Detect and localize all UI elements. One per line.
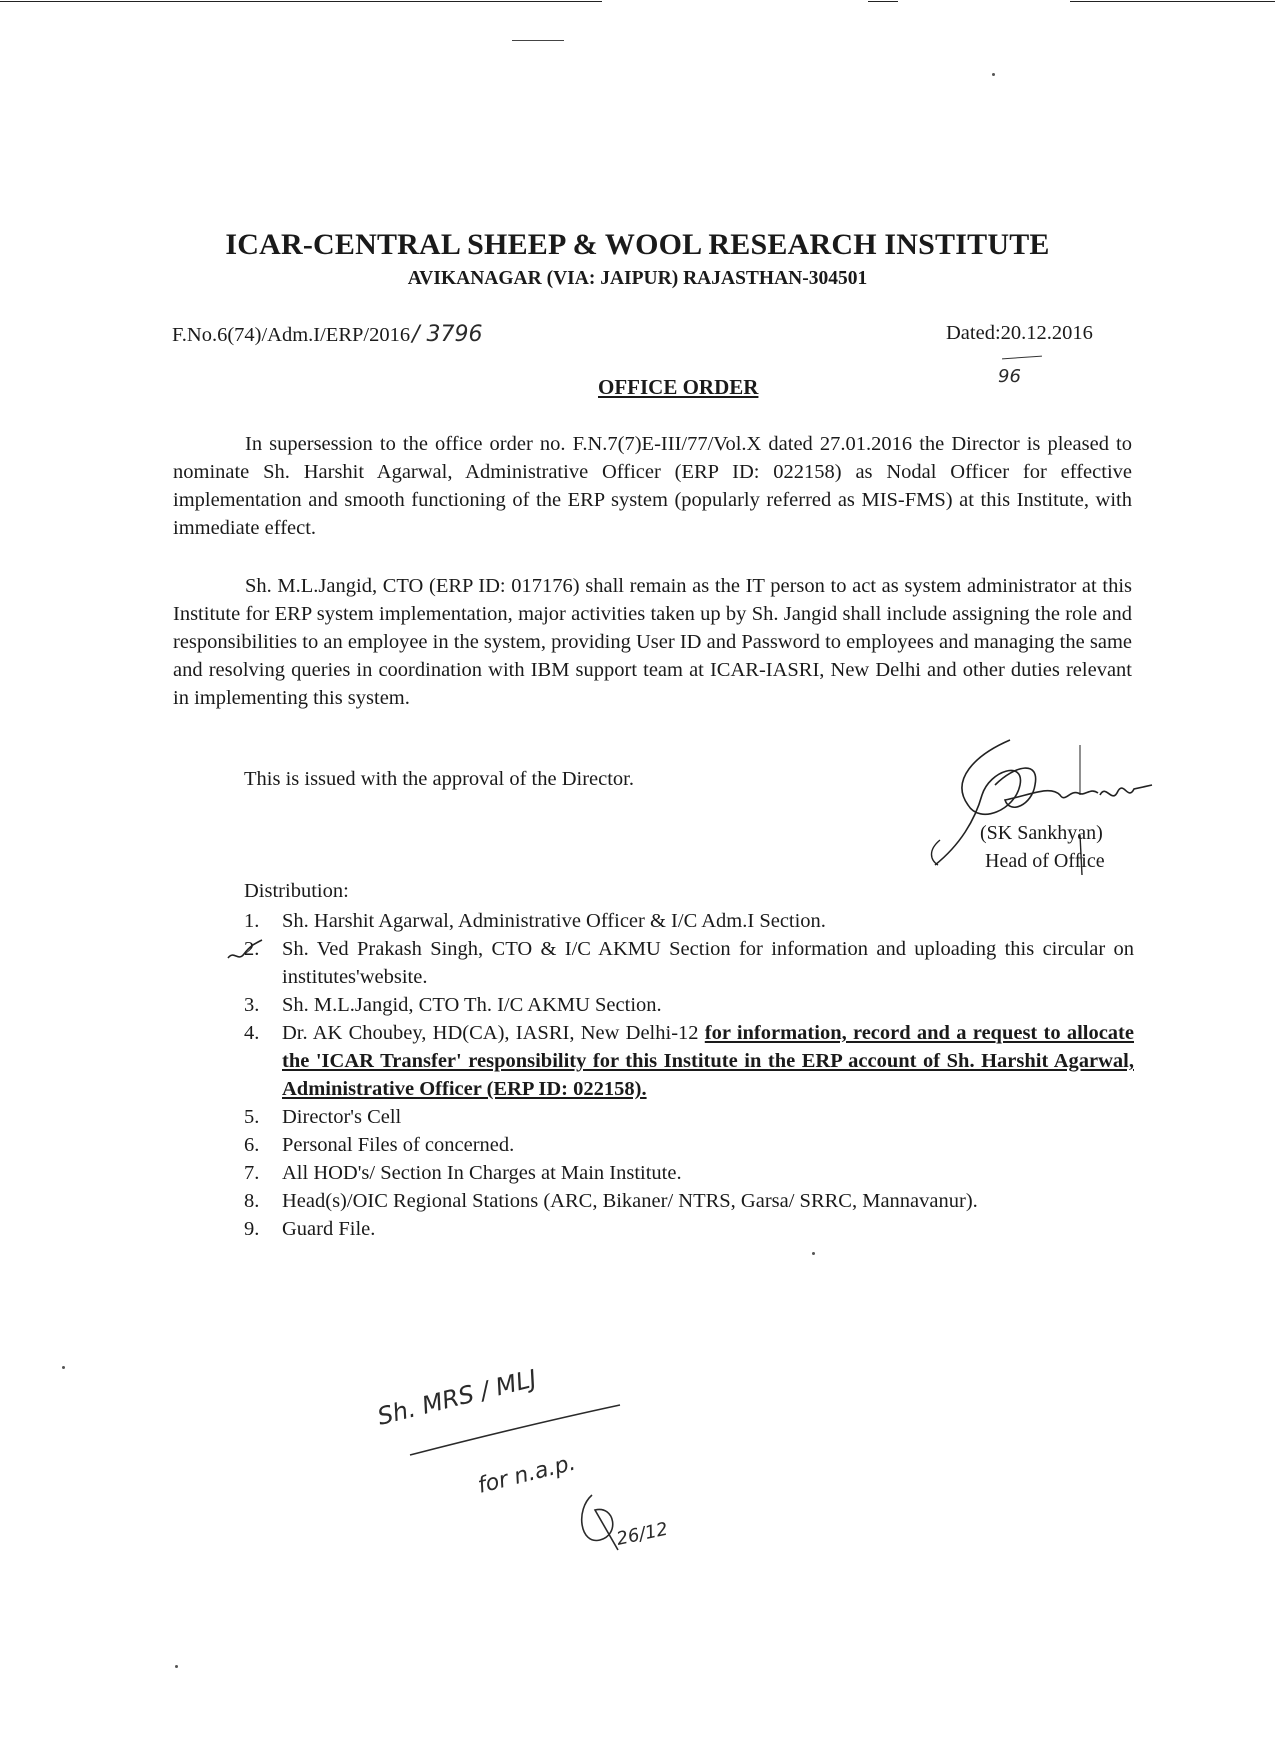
- item-text: Personal Files of concerned.: [282, 1134, 515, 1156]
- item-number: 2.: [244, 938, 260, 960]
- institute-address: AVIKANAGAR (VIA: JAIPUR) RAJASTHAN-304501: [407, 268, 868, 289]
- note-line-2: for n.a.p.: [475, 1450, 579, 1499]
- distribution-label: Distribution:: [244, 880, 349, 902]
- item-text: Sh. Harshit Agarwal, Administrative Officer & I/C Adm.I Section.: [282, 910, 826, 932]
- item-number: 8.: [244, 1190, 260, 1212]
- scan-speck: [992, 73, 995, 76]
- item-text: Dr. AK Choubey, HD(CA), IASRI, New Delhi-12: [282, 1022, 705, 1044]
- scan-speck: [62, 1366, 65, 1369]
- item-emphasis: for information, record and a request to allocate the 'ICAR Transfer' responsibility for this Institute in the ERP account of Sh. Harshit Agarwal, Administrative Officer (ERP ID: 022158).: [282, 1022, 1134, 1100]
- distribution-item: [244, 907, 1134, 935]
- file-number: [172, 322, 483, 347]
- scan-speck: [812, 1252, 815, 1255]
- item-text: Director's Cell: [282, 1106, 402, 1128]
- scan-mark: [512, 40, 564, 41]
- distribution-item: [244, 1131, 1134, 1159]
- distribution-item: [244, 1019, 1134, 1103]
- item-text: Guard File.: [282, 1218, 376, 1240]
- distribution-item: [244, 935, 1134, 991]
- item-number: 7.: [244, 1162, 260, 1184]
- handwritten-note: [370, 1345, 730, 1575]
- item-number: 6.: [244, 1134, 260, 1156]
- date-line: Dated:20.12.2016: [946, 322, 1093, 344]
- scan-edge-line: [0, 1, 602, 2]
- signatory-name: (SK Sankhyan): [980, 822, 1103, 844]
- file-number-text: F.No.6(74)/Adm.I/ERP/2016: [172, 324, 411, 346]
- item-text: Sh. Ved Prakash Singh, CTO & I/C AKMU Section for information and uploading this circular on institutes'website.: [282, 938, 1134, 988]
- body-paragraph-1: In supersession to the office order no. F.N.7(7)E-III/77/Vol.X dated 27.01.2016 the Director is pleased to nominate Sh. Harshit Agarwal, Administrative Officer (ERP ID: 022158) as Nodal Officer for effective implementation and smooth functioning of the ERP system (popularly referred as MIS-FMS) at this Institute, with immediate effect.: [173, 433, 1132, 539]
- distribution-item: [244, 1187, 1134, 1215]
- note-line-1: Sh. MRS / MLJ: [374, 1364, 540, 1431]
- document-heading: OFFICE ORDER: [598, 375, 759, 399]
- institute-name: ICAR-CENTRAL SHEEP & WOOL RESEARCH INSTITUTE: [225, 228, 1050, 261]
- item-number: 3.: [244, 994, 260, 1016]
- distribution-item: [244, 991, 1134, 1019]
- handwritten-tick-mark: [224, 936, 264, 966]
- distribution-item: [244, 1103, 1134, 1131]
- body-paragraph-2: Sh. M.L.Jangid, CTO (ERP ID: 017176) shall remain as the IT person to act as system administrator at this Institute for ERP system implementation, major activities taken up by Sh. Jangid shall include assigning the role and responsibilities to an employee in the system, providing User ID and Password to employees and managing the same and resolving queries in coordination with IBM support team at ICAR-IASRI, New Delhi and other duties relevant in implementing this system.: [173, 575, 1132, 709]
- approval-line: This is issued with the approval of the Director.: [244, 768, 634, 790]
- scan-edge-line: [868, 1, 898, 2]
- distribution-item: [244, 1215, 1134, 1243]
- item-number: 5.: [244, 1106, 260, 1128]
- signatory-designation: Head of Office: [985, 850, 1105, 872]
- scan-edge-line: [1070, 1, 1275, 2]
- item-number: 9.: [244, 1218, 260, 1240]
- note-date: 26/12: [614, 1518, 670, 1550]
- distribution-list: [244, 907, 1134, 1243]
- item-text: All HOD's/ Section In Charges at Main Institute.: [282, 1162, 682, 1184]
- item-number: 1.: [244, 910, 260, 932]
- item-text: Head(s)/OIC Regional Stations (ARC, Bikaner/ NTRS, Garsa/ SRRC, Mannavanur).: [282, 1190, 978, 1212]
- handwritten-stroke: [1002, 356, 1042, 360]
- distribution-item: [244, 1159, 1134, 1187]
- scan-speck: [175, 1665, 178, 1668]
- item-text: Sh. M.L.Jangid, CTO Th. I/C AKMU Section.: [282, 994, 662, 1016]
- item-number: 4.: [244, 1022, 260, 1044]
- date-handwritten-mark: 96: [998, 366, 1021, 387]
- file-number-handwritten: / 3796: [412, 322, 483, 347]
